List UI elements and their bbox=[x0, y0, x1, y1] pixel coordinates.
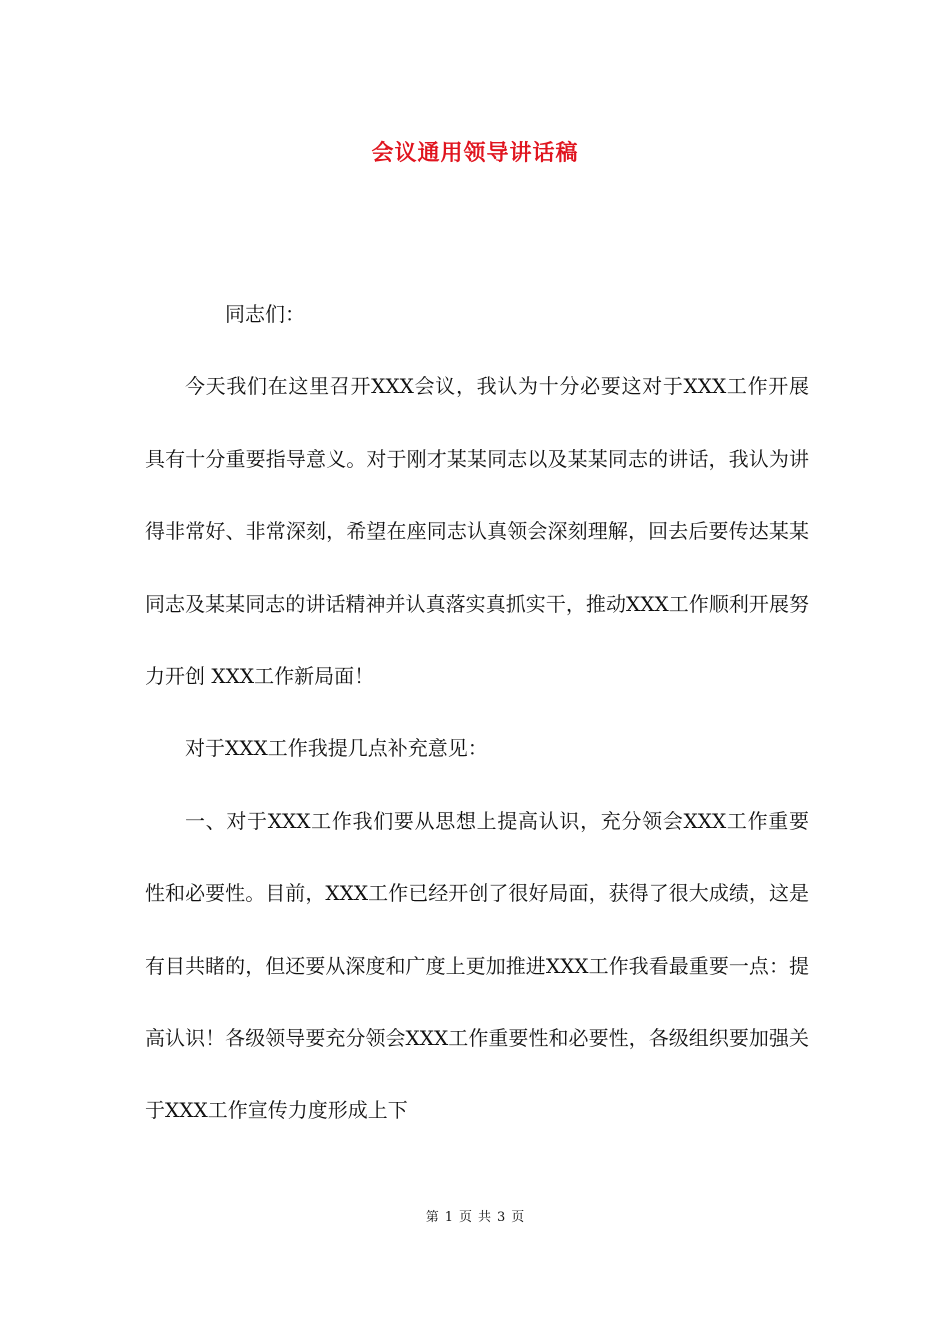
salutation-paragraph: 同志们： bbox=[225, 302, 305, 326]
footer-total-prefix: 共 bbox=[478, 1210, 492, 1225]
footer-page-unit: 页 bbox=[458, 1210, 472, 1225]
body-paragraph-1: 今天我们在这里召开XXX会议，我认为十分必要这对于XXX工作开展具有十分重要指导意义。对于刚才某某同志以及某某同志的讲话，我认为讲得非常好、非常深刻，希望在座同志认真领会深刻理解，回去后要传达某某同志及某某同志的讲话精神并认真落实真抓实干，推动XXX工作顺利开展努力开创 XXX工作新局面！ bbox=[145, 374, 809, 689]
page-footer bbox=[0, 1208, 950, 1228]
document-body bbox=[145, 278, 809, 1147]
footer-total-unit: 页 bbox=[511, 1210, 525, 1225]
document-title: 会议通用领导讲话稿 bbox=[371, 141, 579, 166]
current-page-number: 1 bbox=[444, 1210, 453, 1225]
total-page-count: 3 bbox=[497, 1210, 506, 1225]
body-paragraph-3: 一、对于XXX工作我们要从思想上提高认识，充分领会XXX工作重要性和必要性。目前，XXX工作已经开创了很好局面，获得了很大成绩，这是有目共睹的，但还要从深度和广度上更加推进XXX工作我看最重要一点：提高认识！各级领导要充分领会XXX工作重要性和必要性，各级组织要加强关于XXX工作宣传力度形成上下 bbox=[145, 808, 809, 1123]
body-paragraph-2: 对于XXX工作我提几点补充意见： bbox=[185, 736, 488, 761]
footer-prefix: 第 bbox=[425, 1210, 439, 1225]
